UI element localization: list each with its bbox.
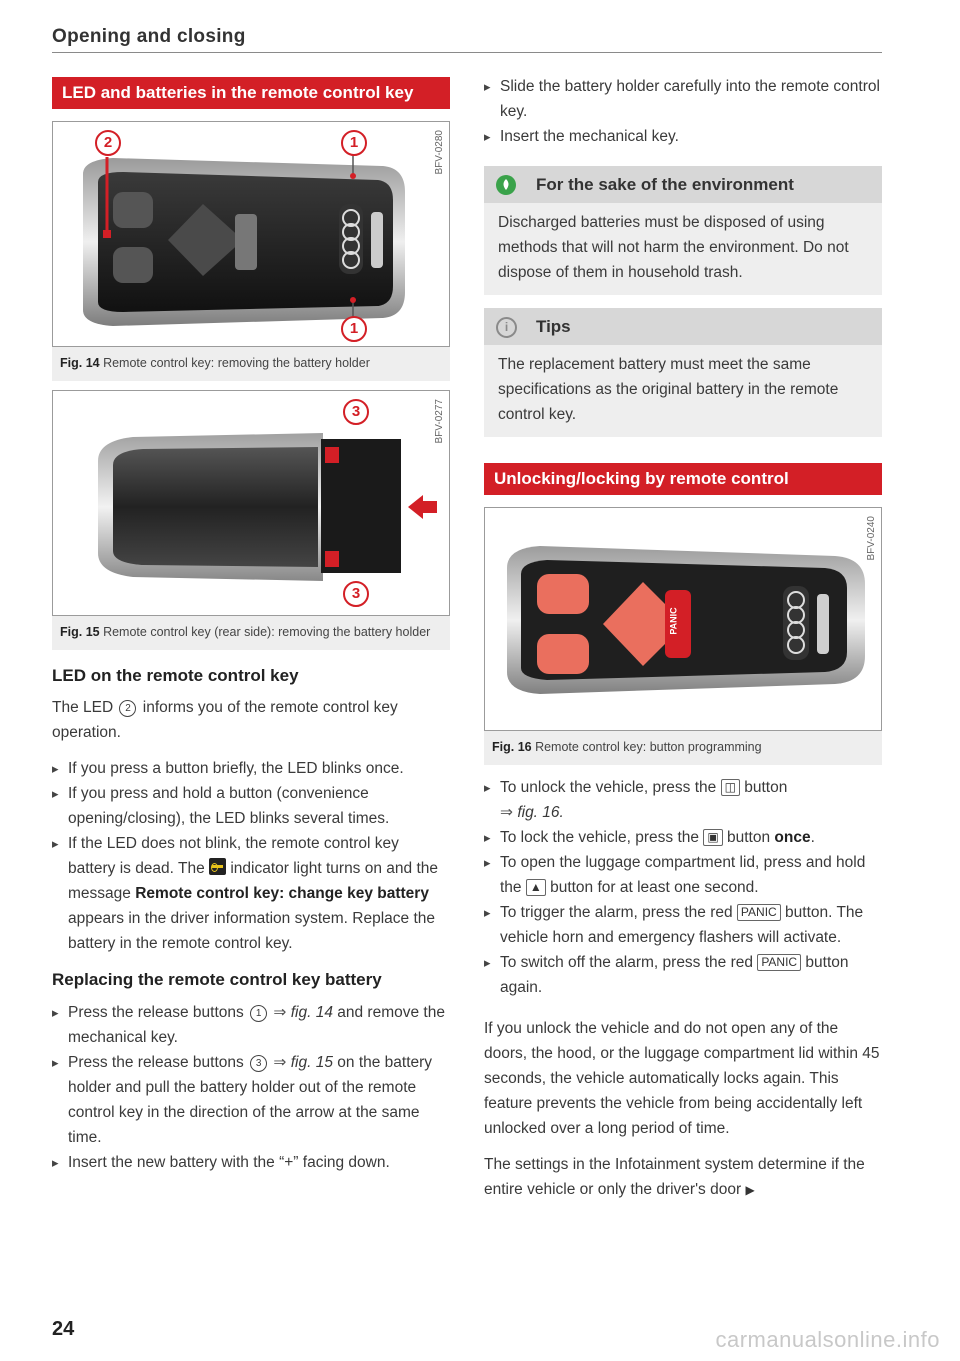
replace-b2-b: on the battery holder and pull the battery holder out of the remote control key in the direction of the arrow at the same time. — [68, 1054, 433, 1146]
replace-section — [52, 970, 450, 1175]
environment-icon — [496, 175, 516, 195]
unlock-b2-bold: once — [774, 829, 811, 846]
unlock-button-icon: ◫ — [721, 779, 740, 796]
led-intro-a: The LED — [52, 699, 114, 716]
marker-1-top: 1 — [341, 130, 367, 156]
fig16-code: BFV-0240 — [866, 516, 877, 561]
page-number: 24 — [52, 1318, 75, 1340]
figure-14 — [52, 121, 450, 381]
fig-link[interactable]: fig. 15 — [290, 1054, 333, 1071]
marker-1-bottom: 1 — [341, 316, 367, 342]
fig16-caption-text: Remote control key: button programming — [535, 740, 762, 754]
ref-circle-1: 1 — [250, 1005, 267, 1022]
list-item: ▸ Insert the new battery with the “+” facing down. — [52, 1150, 450, 1175]
led-intro-b: informs you of the remote control key operation. — [52, 699, 398, 741]
arrow-ref-icon: ⇒ — [500, 804, 513, 821]
section-banner-led: LED and batteries in the remote control key — [52, 77, 450, 109]
list-item: ▸ To lock the vehicle, press the ▣ button once. — [484, 825, 882, 850]
led-intro — [52, 695, 450, 745]
tips-note — [484, 308, 882, 437]
replace-b2-a: Press the release buttons — [68, 1054, 244, 1071]
ref-circle-3: 3 — [250, 1055, 267, 1072]
settings-text: The settings in the Infotainment system determine if the entire vehicle or only the driver's door — [484, 1156, 865, 1198]
ref-circle-2: 2 — [119, 700, 136, 717]
settings-paragraph — [484, 1152, 882, 1203]
list-item — [52, 1050, 450, 1150]
unlock-b1-a: To unlock the vehicle, press the — [500, 779, 717, 796]
marker-3-top: 3 — [343, 399, 369, 425]
replace-bullets — [52, 1000, 450, 1175]
header-rule — [52, 52, 882, 53]
unlock-b2-a: To lock the vehicle, press the — [500, 829, 700, 846]
continue-arrow-icon: ▶ — [745, 1183, 755, 1197]
autolock-paragraph: If you unlock the vehicle and do not open any of the doors, the hood, or the luggage compartment lid within 45 seconds, the vehicle automatically locks again. This feature prevents the vehicle from being accidentally left unlocked over a long period of time. — [484, 1020, 880, 1137]
fig15-label: Fig. 15 — [60, 625, 100, 639]
marker-2: 2 — [95, 130, 121, 156]
tips-note-body: The replacement battery must meet the same specifications as the original battery in the remote control key. — [498, 356, 839, 423]
fig15-illustration — [52, 390, 450, 616]
replace-b1-b: and remove the mechanical key. — [68, 1004, 445, 1046]
environment-note-title: For the sake of the environment — [536, 175, 794, 194]
info-icon: i — [496, 317, 517, 338]
led-bullets — [52, 756, 450, 956]
panic-key: PANIC — [757, 954, 801, 971]
arrow-ref-icon: ⇒ — [273, 1004, 287, 1021]
tips-note-header — [484, 308, 882, 345]
unlock-b3-b: button for at least one second. — [550, 879, 759, 896]
remote-key-programming-drawing — [485, 508, 882, 730]
unlock-b1-b: button — [744, 779, 788, 796]
arrow-ref-icon: ⇒ — [273, 1054, 287, 1071]
unlock-b5-b: button again. — [500, 954, 849, 996]
figure-15 — [52, 390, 450, 650]
fig14-illustration — [52, 121, 450, 347]
led-b3-a: If the LED does not blink, the remote control key battery is dead. The — [68, 835, 399, 877]
unlock-b4-b: button. The vehicle horn and emergency flashers will activate. — [500, 904, 864, 946]
fig14-caption — [52, 347, 450, 381]
section-header: Opening and closing — [52, 26, 246, 47]
led-b3-msg: Remote control key: change key battery — [135, 885, 429, 902]
fig-link[interactable]: fig. 14 — [290, 1004, 333, 1021]
fig15-caption-text: Remote control key (rear side): removing the battery holder — [103, 625, 431, 639]
remote-key-front-drawing — [53, 122, 450, 346]
fig14-caption-text: Remote control key: removing the battery holder — [103, 356, 370, 370]
unlock-b5-a: To switch off the alarm, press the red — [500, 954, 753, 971]
panic-label: PANIC — [668, 607, 679, 635]
list-item — [484, 775, 882, 825]
panic-key: PANIC — [737, 904, 781, 921]
left-column — [52, 77, 450, 1175]
list-item: ▸ If you press and hold a button (convenience opening/closing), the LED blinks several times. — [52, 781, 450, 831]
unlock-b2-b: button — [727, 829, 771, 846]
fig15-caption — [52, 616, 450, 650]
key-indicator-icon — [209, 858, 226, 875]
section-banner-unlock: Unlocking/locking by remote control — [484, 463, 882, 495]
list-item — [52, 831, 450, 956]
fig15-code: BFV-0277 — [434, 399, 445, 444]
lock-button-icon: ▣ — [703, 829, 722, 846]
unlock-b3-a: To open the luggage compartment lid, press and hold the — [500, 854, 866, 896]
fig14-code: BFV-0280 — [434, 130, 445, 175]
unlock-b4-a: To trigger the alarm, press the red — [500, 904, 733, 921]
unlock-bullets — [484, 775, 882, 1000]
environment-note — [484, 166, 882, 295]
replace-heading: Replacing the remote control key battery — [52, 970, 382, 989]
list-item: ▸ Slide the battery holder carefully into the remote control key. — [484, 74, 882, 124]
list-item: ▸ If you press a button briefly, the LED blinks once. — [52, 756, 450, 781]
environment-note-header — [484, 166, 882, 203]
fig16-label: Fig. 16 — [492, 740, 532, 754]
led-heading: LED on the remote control key — [52, 666, 299, 685]
figure-16 — [484, 507, 882, 765]
list-item — [484, 900, 882, 950]
battery-bullets-continued — [484, 74, 882, 149]
led-b3-b: indicator light turns on and the message — [68, 860, 439, 902]
list-item — [484, 950, 882, 1000]
fig16-illustration — [484, 507, 882, 731]
led-section — [52, 666, 450, 956]
remote-key-rear-drawing — [53, 391, 450, 615]
led-b3-c: appears in the driver information system. Replace the battery in the remote control key. — [68, 910, 436, 952]
marker-3-bottom: 3 — [343, 581, 369, 607]
list-item — [484, 850, 882, 900]
fig16-caption — [484, 731, 882, 765]
fig14-label: Fig. 14 — [60, 356, 100, 370]
list-item: ▸ Insert the mechanical key. — [484, 124, 882, 149]
replace-b1-a: Press the release buttons — [68, 1004, 244, 1021]
trunk-button-icon: ▲ — [526, 879, 546, 896]
leaf-glyph — [496, 175, 516, 195]
fig-link[interactable]: fig. 16. — [517, 804, 564, 821]
tips-note-title: Tips — [536, 317, 571, 336]
list-item — [52, 1000, 450, 1050]
right-column — [484, 74, 882, 1203]
watermark: carmanualsonline.info — [715, 1327, 940, 1352]
environment-note-body: Discharged batteries must be disposed of using methods that will not harm the environment. Do not dispose of them in household trash. — [498, 214, 849, 281]
